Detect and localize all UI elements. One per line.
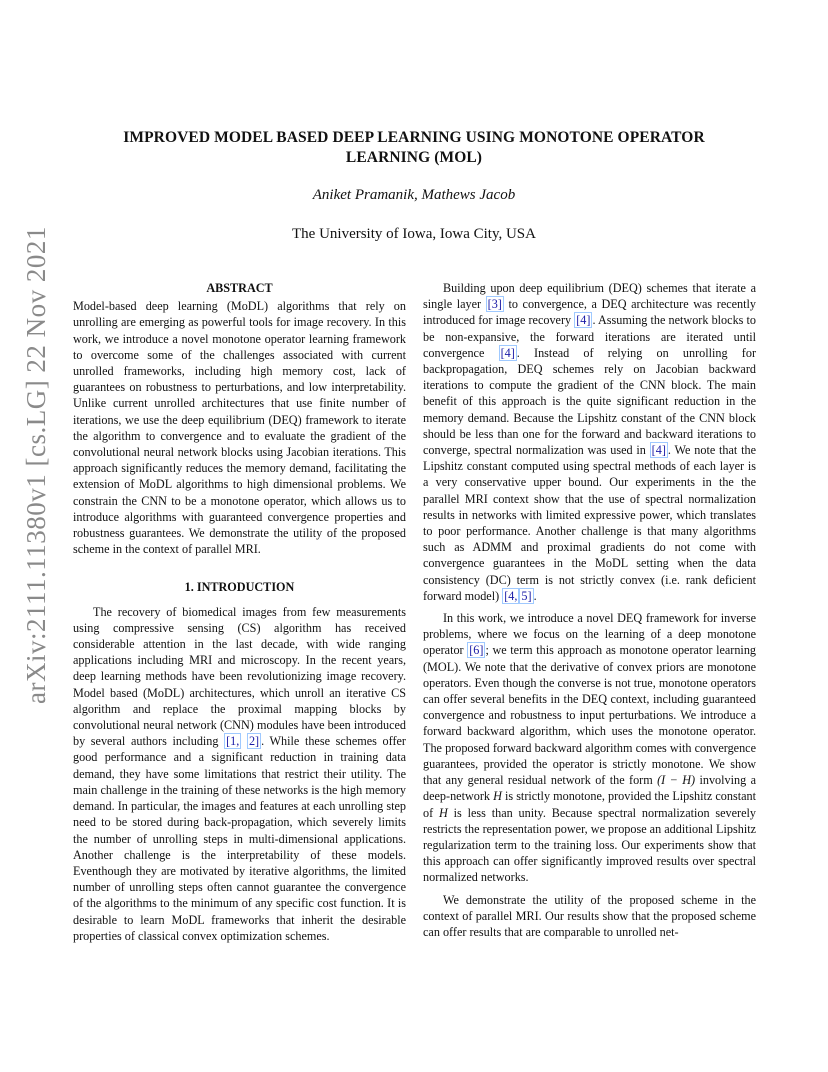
citation-link[interactable]: [1,	[226, 734, 240, 749]
abstract-text: Model-based deep learning (MoDL) algorithms that rely on unrolling are emerging as powerful tools for image recovery. In this work, we introduce a novel monotone operator learning framework to overcome some of the challenges associated with current unrolled frameworks, including high memory cost, lack of guarantees on robustness to perturbations, and low interpretability. Unlike current unrolled architectures that use finite number of iterations, we use the deep equilibrium (DEQ) framework to iterate the algorithm to convergence and to evaluate the gradient of the convolutional neural network blocks using Jacobian iterations. This approach significantly reduces the memory demand, facilitating the extension of MoDL algorithms to high dimensional problems. We constrain the CNN to be a monotone operator, which allows us to introduce algorithms with guaranteed convergence properties and robustness guarantees. We demonstrate the utility of the proposed scheme in the context of parallel MRI.	[73, 299, 406, 557]
citation-link[interactable]: 5]	[521, 588, 532, 603]
text-run: . Instead of relying on unrolling for backpropagation, DEQ schemes rely on Jacobian backward iterations to compute the gradient of the CNN block. The main benefit of this approach is the quite significant reduction in the memory demand. Because the Lipshitz constant of the CNN block should be less than one for the forward and backward iterations to converge, spectral normalization was used in	[423, 345, 756, 458]
authors: Aniket Pramanik, Mathews Jacob	[312, 187, 516, 203]
citation-link[interactable]: [3]	[487, 297, 502, 312]
deq-paragraph	[423, 280, 756, 604]
intro-heading: 1. INTRODUCTION	[184, 580, 295, 595]
paper-title	[100, 128, 728, 168]
citation-link[interactable]: [4]	[500, 345, 515, 360]
right-column	[423, 280, 756, 940]
citation-link[interactable]: 2]	[248, 734, 260, 749]
math-expression: H	[493, 789, 502, 804]
text-run: In this work, we introduce a novel DEQ framework for inverse problems, where we focus on the learning of a deep monotone operator	[423, 611, 756, 658]
text-run: . We note that the Lipshitz constant computed using spectral methods of each layer is a very conservative upper bound. Our experiments in the the parallel MRI context show that the use of spectral normalization results in networks with limited expressive power, which translates to poor performance. Another challenge is that many algorithms such as ADMM and proximal gradients do not come with convergence guarantees in the MoDL setting when the data consistency (DC) term is not strictly convex (i.e. rank deficient forward model)	[423, 443, 757, 603]
text-run: is less than unity. Because spectral normalization severely restricts the representation power, we propose an additional Lipshitz regularization term to the training loss. Our experiments show that this approach can offer significantly improved results over spectral normalized networks.	[423, 805, 757, 885]
text-run: ; we term this approach as monotone operator learning (MOL). We note that the derivative of convex priors are monotone operators. Even though the converse is not true, monotone operators can offer several benefits in the DEQ context, including guaranteed convergence and robustness to input perturbations. We introduce a forward backward algorithm, which uses the monotone operator. The proposed forward backward algorithm comes with convergence guarantees, provided the operator is strictly monotone. We show that any general residual network of the form	[423, 643, 757, 788]
intro-text-1: The recovery of biomedical images from few measurements using compressive sensing (CS) algorithm has received considerable attention in the last decade, with wide ranging applications including MRI and microscopy. In the recent years, deep learning methods have been revolutionizing image recovery. Model based (MoDL) architectures, which unroll an iterative CS algorithm and replace the proximal mapping blocks by convolutional neural network (CNN) modules have been introduced by several authors including	[73, 604, 406, 749]
text-run: involving a deep-network	[423, 773, 757, 804]
mol-paragraph	[423, 610, 756, 885]
left-column	[73, 280, 406, 944]
math-expression: H	[439, 805, 448, 820]
citation-link[interactable]: [4]	[651, 443, 666, 458]
affiliation: The University of Iowa, Iowa City, USA	[292, 226, 536, 242]
text-run: . Assuming the network blocks to be non-expansive, the forward iterations are iterated until convergence	[423, 313, 757, 360]
citation-link[interactable]: [6]	[469, 643, 484, 658]
abstract-heading: ABSTRACT	[206, 281, 273, 295]
intro-text-2: . While these schemes offer good performance and a significant reduction in training data demand, they have some limitations that restrict their utility. The main challenge in the training of these networks is the high memory demand. In particular, the images and features at each unrolling step need to be stored during back-propagation, which severely limits the number of unrolling steps in multi-dimensional applications. Another challenge is the interpretability of these models. Eventhough they are motivated by iterative algorithms, the limited number of unrolling steps often cannot guarantee the convergence of the algorithms to the minimum of any specific cost function. It is desirable to learn MoDL frameworks that inherit the desirable properties of classical convex optimization schemes.	[73, 734, 406, 943]
text-run: to convergence, a DEQ architecture was recently introduced for image recovery	[423, 297, 757, 328]
title-line-2: LEARNING (MOL)	[345, 149, 483, 166]
arxiv-stamp: arXiv:2111.11380v1 [cs.LG] 22 Nov 2021	[21, 226, 51, 704]
intro-paragraph	[73, 604, 406, 944]
citation-link[interactable]: [4,	[504, 588, 518, 603]
text-run: is strictly monotone, provided the Lipshitz constant of	[423, 789, 756, 820]
math-expression: (I − H)	[657, 773, 696, 788]
title-line-1: IMPROVED MODEL BASED DEEP LEARNING USING MONOTONE OPERATOR	[123, 129, 705, 146]
citation-link[interactable]: [4]	[576, 313, 591, 328]
text-run: Building upon deep equilibrium (DEQ) schemes that iterate a single layer	[423, 281, 756, 312]
demo-paragraph: We demonstrate the utility of the proposed scheme in the context of parallel MRI. Our results show that the proposed scheme can offer results that are comparable to unrolled net-	[423, 892, 756, 939]
text-run: .	[533, 588, 537, 603]
